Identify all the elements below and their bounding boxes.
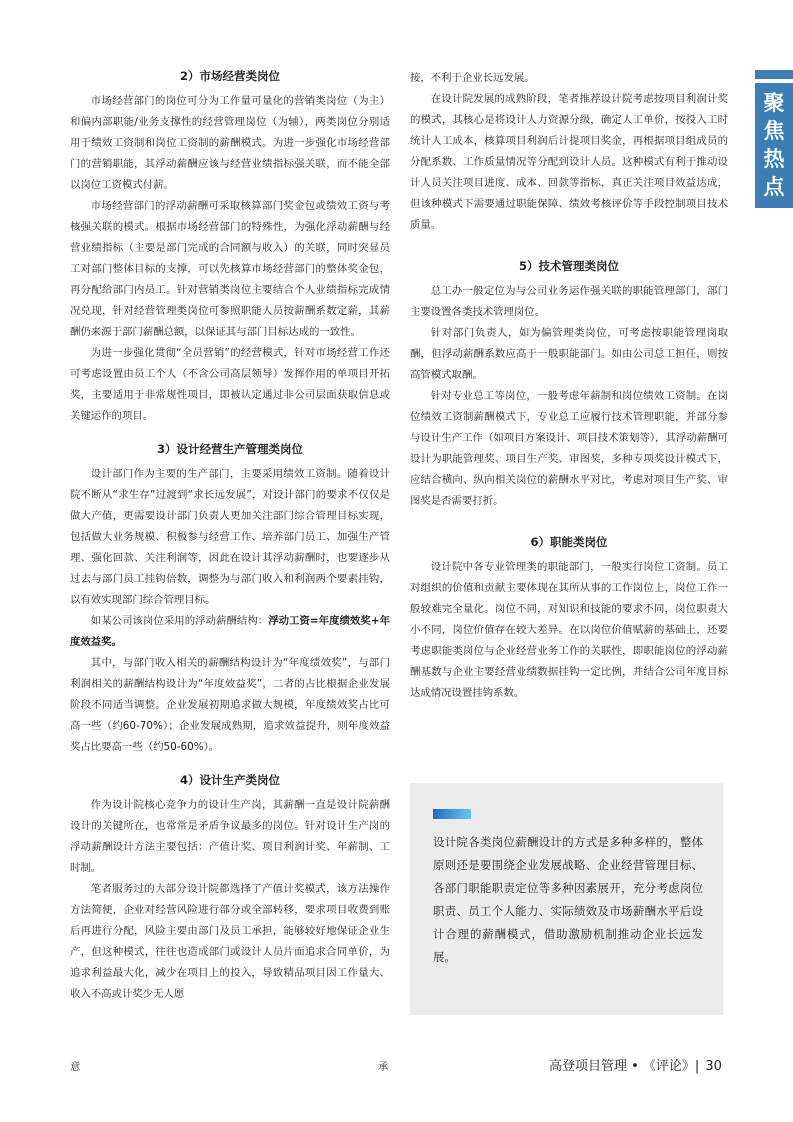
section-tab	[755, 70, 793, 208]
paragraph: 针对专业总工等岗位，一般考虑年薪制和岗位绩效工资制。在岗位绩效工资制薪酬模式下，专业总工应履行技术管理职能，并部分参与设计生产工作（如项目方案设计、项目技术策划等），其浮动薪酬可设计为职能管理奖、项目生产奖、审图奖，多种专项奖设计模式下，应结合横向、纵向相关岗位的薪酬水平对比，考虑对项目生产奖、审图奖是否需要打折。	[410, 390, 728, 507]
formula-text: 浮动工资=年度绩效奖+年度效益奖。	[70, 615, 390, 648]
paragraph: 总工办一般定位为与公司业务运作强关联的职能管理部门，部门主要设置各类技术管理岗位。	[410, 285, 728, 318]
pull-quote-box	[410, 783, 723, 1015]
paragraph-text: 如某公司该岗位采用的浮动薪酬结构：	[90, 615, 269, 627]
section-tab-char: 热	[763, 147, 785, 171]
section-title-functional: 6）职能类岗位	[530, 535, 608, 549]
line-end-char: 承	[378, 1061, 389, 1073]
left-column	[70, 68, 390, 1005]
section-title-tech-management: 5）技术管理类岗位	[518, 259, 619, 273]
paragraph: 在设计院发展的成熟阶段，笔者推荐设计院考虑按项目利润计奖的模式，其核心是将设计人力资源分级，确定人工单价，按投入工时统计人工成本，核算项目利润后计提项目奖金，再根据项目组成员的分配系数、工作质量情况等分配到设计人员。这种模式有利于推动设计人员关注项目进度、成本、回款等指标，真正关注项目效益达成，但该种模式下需要通过职能保障、绩效考核评价等手段控制项目技术质量。	[410, 93, 728, 231]
paragraph: 市场经营部门的浮动薪酬可采取核算部门奖金包或绩效工资与考核强关联的模式。根据市场经营部门的特殊性，为强化浮动薪酬与经营业绩指标（主要是部门完成的合同额与收入）的关联，同时突显员工对部门整体目标的支撑，可以先核算市场经营部门的整体奖金包，再分配给部门内员工。针对营销类岗位主要结合个人业绩指标完成情况兑现，针对经营管理类岗位可参照职能人员按薪酬系数定薪，其薪酬仍来源于部门薪酬总额，以保证其与部门目标达成的一致性。	[70, 200, 390, 338]
section-tab-bar	[755, 70, 793, 79]
paragraph: 针对部门负责人，如为偏管理类岗位，可考虑按职能管理岗取酬，但浮动薪酬系数应高于一般职能部门。如由公司总工担任，则按高管模式取酬。	[410, 327, 728, 381]
page-number: 30	[705, 1059, 722, 1074]
section-tab-char: 聚	[763, 91, 785, 115]
paragraph: 接，不利于企业长远发展。	[410, 72, 535, 84]
page-footer	[549, 1056, 739, 1078]
paragraph: 设计院中各专业管理类的职能部门，一般实行岗位工资制。员工对组织的价值和贡献主要体现在其所从事的工作岗位上，岗位工作一般较难完全量化。岗位不同，对知识和技能的要求不同，岗位职责大小不同，岗位价值存在较大差异。在以岗位价值赋薪的基础上，还要考虑职能类岗位与企业经营业务工作的关联性，即职能岗位的浮动薪酬基数与企业主要经营业绩数据挂钩一定比例，并结合公司年度目标达成情况设置挂钩系数。	[410, 561, 728, 699]
line-end-char: 意	[70, 1061, 81, 1073]
paragraph: 其中，与部门收入相关的薪酬结构设计为“年度绩效奖”，与部门利润相关的薪酬结构设计为“年度效益奖”，二者的占比根据企业发展阶段不同适当调整。企业发展初期追求做大规模，年度绩效奖占比可高一些（约60-70%）；企业发展成熟期，追求效益提升，则年度效益奖占比要高一些（约50-60%）。	[70, 657, 390, 753]
section-tab-label	[755, 83, 793, 208]
paragraph: 笔者服务过的大部分设计院都选择了产值计奖模式，该方法操作方法简便，企业对经营风险进行部分或全部转移，要求项目收费到账后再进行分配，风险主要由部门及员工承担，能够较好地保证企业生产，但这种模式，往往也造成部门或设计人员片面追求合同单价，为追求利益最大化，减少在项目上的投入，导致精品项目因工作量大、收入不高或计奖少无人愿	[70, 883, 390, 1000]
section-title-design-management: 3）设计经营生产管理类岗位	[156, 442, 303, 456]
pull-quote-text: 设计院各类岗位薪酬设计的方式是多种多样的，整体原则还是要围绕企业发展战略、企业经营管理目标、各部门职能职责定位等多种因素展开，充分考虑岗位职责、员工个人能力、实际绩效及市场薪酬水平后设计合理的薪酬模式，借助激励机制推动企业长远发展。	[433, 835, 703, 964]
paragraph	[70, 611, 390, 653]
paragraph: 作为设计院核心竞争力的设计生产岗，其薪酬一直是设计院薪酬设计的关键所在，也常常是矛盾争议最多的岗位。针对设计生产岗的浮动薪酬设计方法主要包括：产值计奖、项目利润计奖、年薪制、工时制。	[70, 799, 390, 874]
footer-publication: 高登项目管理 • 《评论》|	[549, 1059, 700, 1074]
right-column	[410, 68, 728, 704]
paragraph: 为进一步强化贯彻“全员营销”的经营模式，针对市场经营工作还可考虑设置由员工个人（不含公司高层领导）发挥作用的单项目开拓奖，主要适用于非常规性项目，即被认定通过非公司层面获取信息或关键运作的项目。	[70, 347, 390, 422]
pull-quote-accent-bar	[433, 809, 471, 819]
paragraph: 设计部门作为主要的生产部门，主要采用绩效工资制。随着设计院不断从“求生存”过渡到“求长远发展”，对设计部门的要求不仅仅是做大产值，更需要设计部门负责人更加关注部门综合管理目标实现，包括做大业务规模、积极参与经营工作、培养部门员工、加强生产管理、强化回款、关注利润等，因此在设计其浮动薪酬时，也要逐步从过去与部门员工挂钩倍数，调整为与部门收入和利润两个要素挂钩，以有效实现部门综合管理目标。	[70, 468, 390, 606]
section-tab-char: 点	[763, 175, 785, 199]
section-title-market: 2）市场经营类岗位	[179, 69, 280, 83]
paragraph: 市场经营部门的岗位可分为工作量可量化的营销类岗位（为主）和偏内部职能/业务支撑性的经营管理岗位（为辅），两类岗位分别适用于绩效工资制和岗位工资制的薪酬模式。为进一步强化市场经营部门的营销职能，其浮动薪酬应该与经营业绩指标强关联，而不能全部以岗位工资模式付薪。	[70, 95, 390, 191]
section-title-design-production: 4）设计生产类岗位	[179, 773, 280, 787]
section-tab-char: 焦	[763, 119, 785, 143]
